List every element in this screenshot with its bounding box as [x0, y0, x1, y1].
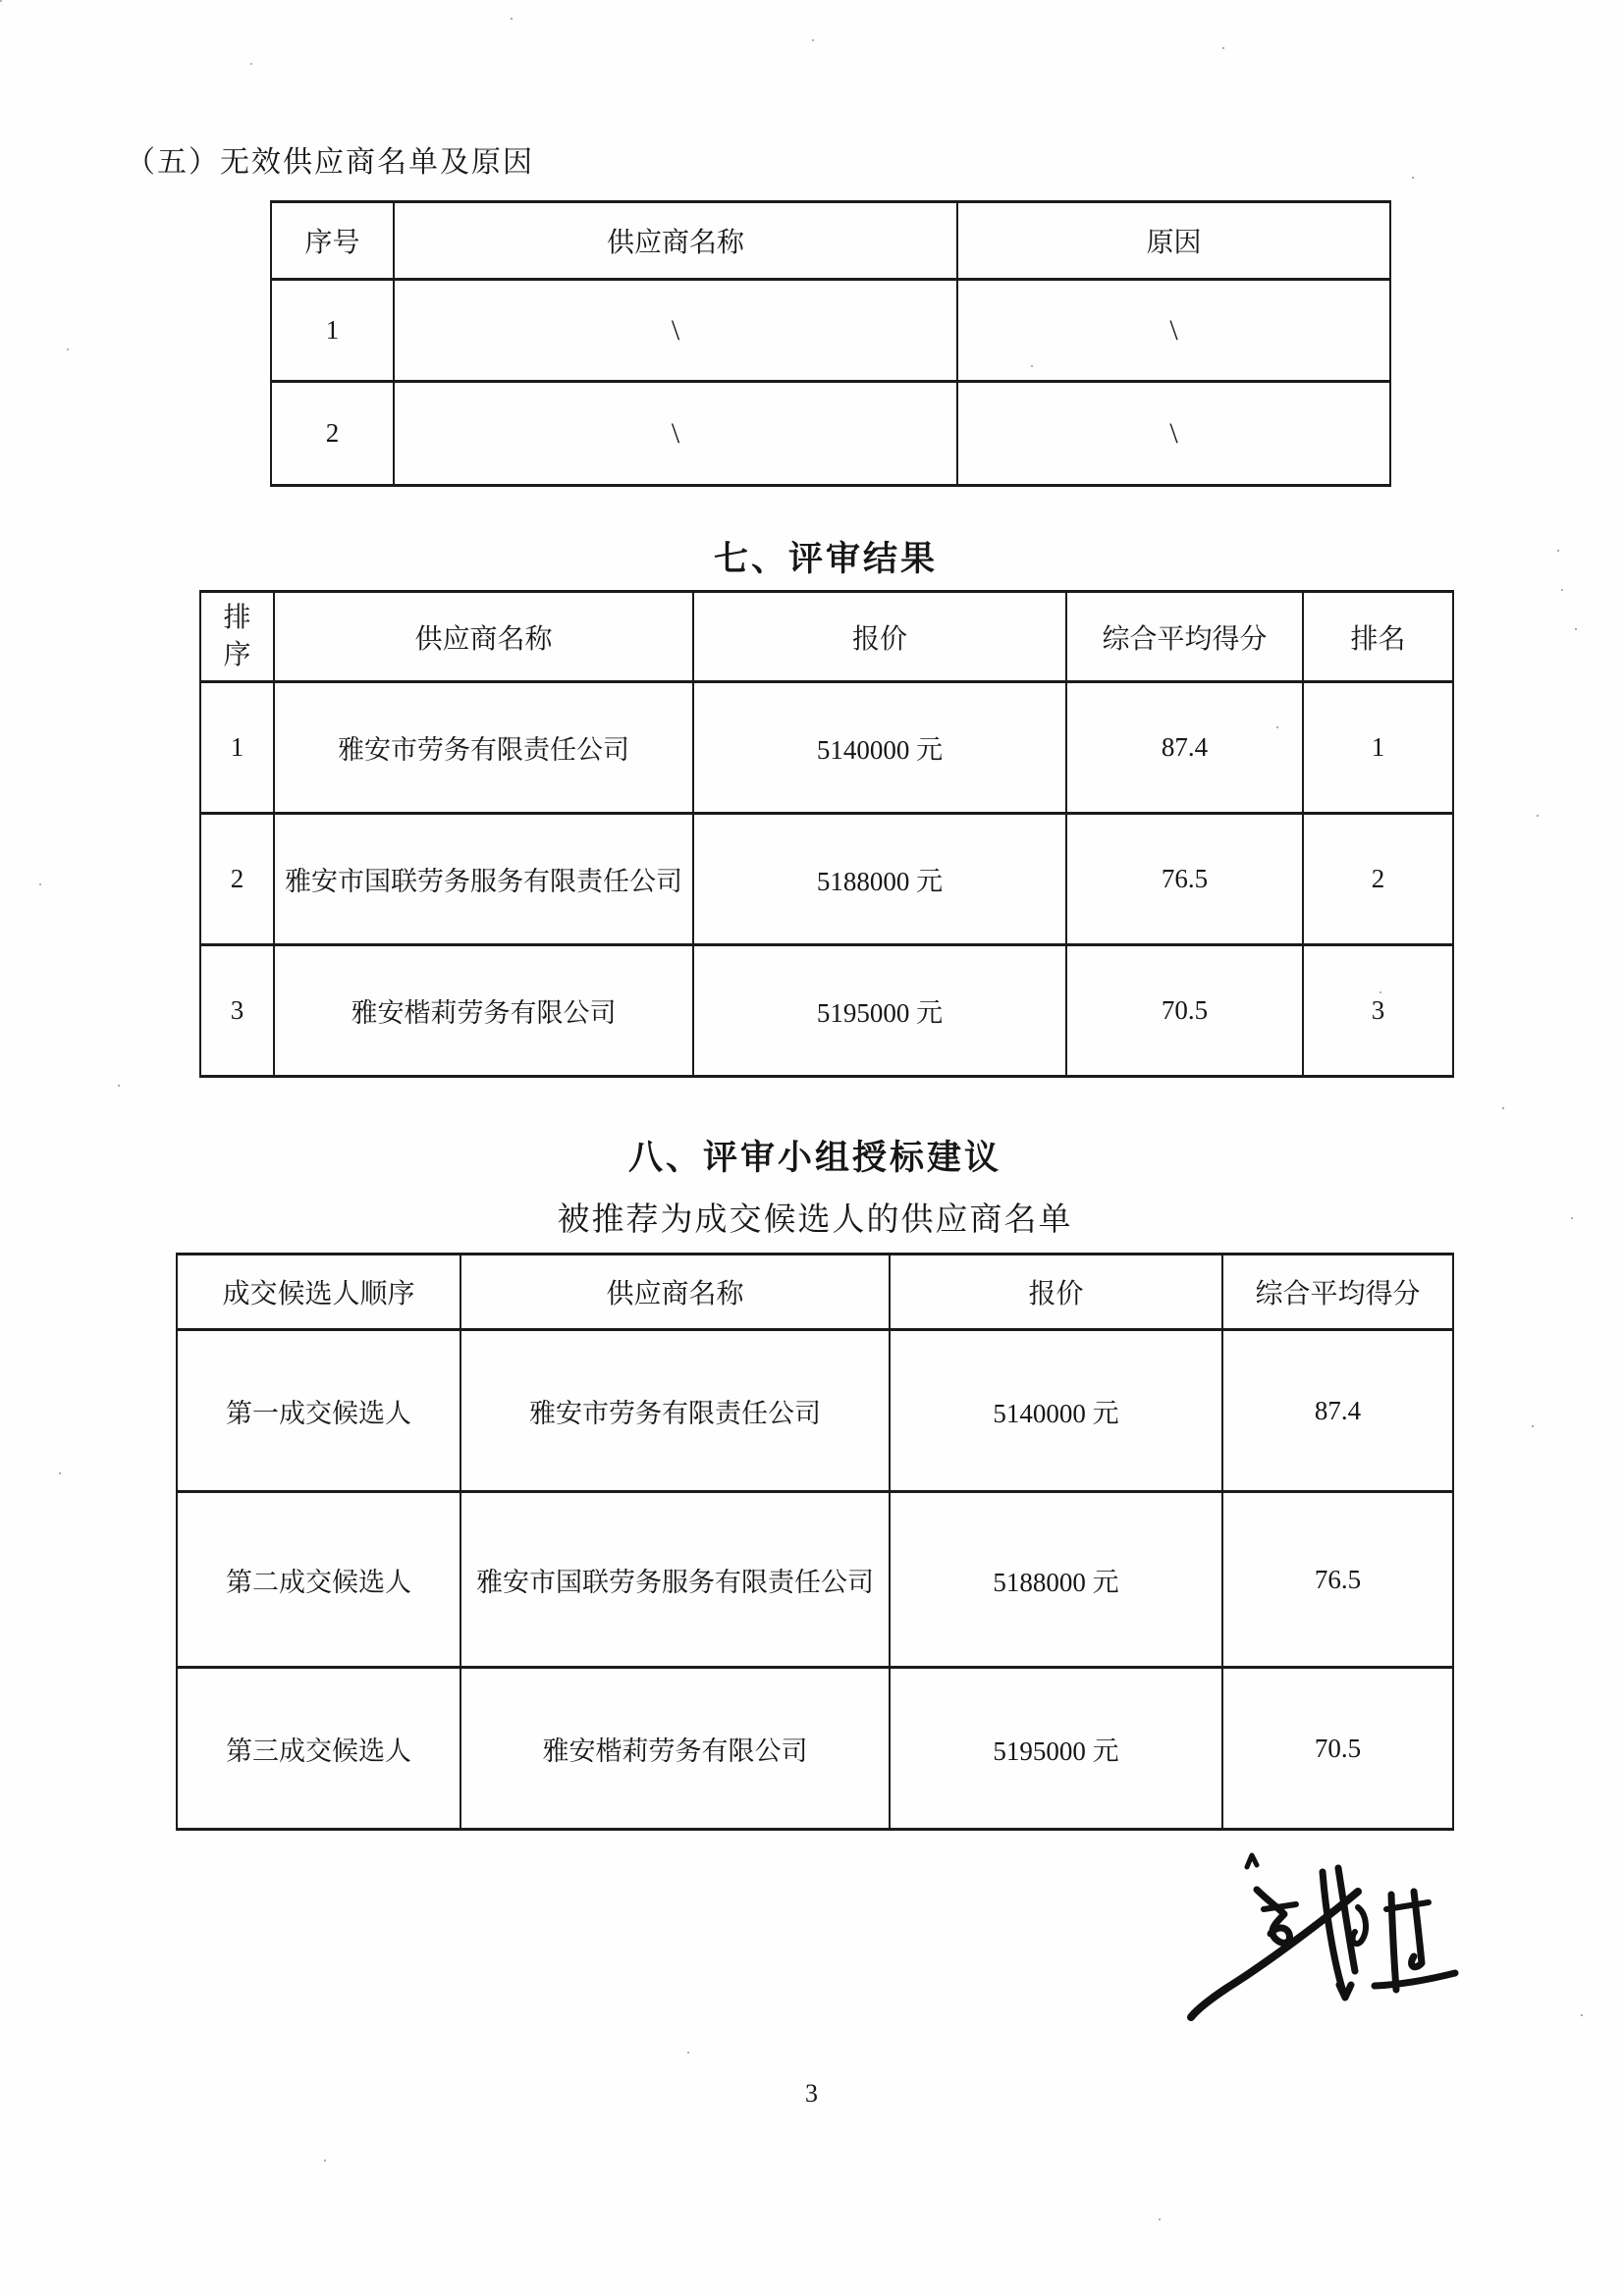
cell-supplier: 雅安楷莉劳务有限公司	[460, 1668, 890, 1830]
scan-noise-specks	[0, 0, 2, 2]
cell-score: 87.4	[1066, 682, 1303, 814]
cell-supplier: 雅安市劳务有限责任公司	[460, 1330, 890, 1492]
cell-supplier: 雅安市国联劳务服务有限责任公司	[274, 814, 693, 945]
cell-price: 5195000 元	[693, 945, 1066, 1077]
col-header-reason: 原因	[957, 202, 1390, 280]
table-row	[177, 1492, 1453, 1668]
col-header-supplier: 供应商名称	[394, 202, 957, 280]
cell-order: 2	[200, 814, 274, 945]
invalid-suppliers-table	[270, 200, 1391, 487]
cell-price: 5140000 元	[693, 682, 1066, 814]
col-header-candidate-order: 成交候选人顺序	[177, 1255, 460, 1330]
col-header-price: 报价	[890, 1255, 1222, 1330]
table-row	[177, 1668, 1453, 1830]
cell-price: 5140000 元	[890, 1330, 1222, 1492]
table-row	[177, 1330, 1453, 1492]
cell-supplier: 雅安市国联劳务服务有限责任公司	[460, 1492, 890, 1668]
cell-candidate-order: 第二成交候选人	[177, 1492, 460, 1668]
evaluation-results-table	[199, 590, 1454, 1078]
cell-supplier: 雅安楷莉劳务有限公司	[274, 945, 693, 1077]
handwritten-signature	[1129, 1816, 1620, 2061]
cell-reason: \	[957, 280, 1390, 382]
table-header-row	[200, 592, 1453, 682]
col-header-rank: 排名	[1303, 592, 1453, 682]
cell-price: 5188000 元	[890, 1492, 1222, 1668]
cell-score: 87.4	[1222, 1330, 1453, 1492]
col-header-order-label: 排序	[223, 602, 251, 670]
col-header-no: 序号	[271, 202, 394, 280]
section8-title: 八、评审小组授标建议	[627, 1139, 1001, 1177]
cell-rank: 1	[1303, 682, 1453, 814]
cell-price: 5195000 元	[890, 1668, 1222, 1830]
page-number: 3	[805, 2079, 818, 2108]
cell-supplier: 雅安市劳务有限责任公司	[274, 682, 693, 814]
table-row	[200, 814, 1453, 945]
cell-rank: 2	[1303, 814, 1453, 945]
cell-order: 3	[200, 945, 274, 1077]
cell-score: 76.5	[1066, 814, 1303, 945]
cell-score: 76.5	[1222, 1492, 1453, 1668]
cell-no: 1	[271, 280, 394, 382]
cell-supplier: \	[394, 280, 957, 382]
col-header-score: 综合平均得分	[1066, 592, 1303, 682]
section8-subtitle: 被推荐为成交候选人的供应商名单	[557, 1202, 1073, 1238]
cell-order: 1	[200, 682, 274, 814]
col-header-order	[200, 592, 274, 682]
table-row	[200, 682, 1453, 814]
col-header-supplier: 供应商名称	[274, 592, 693, 682]
table-row	[271, 280, 1390, 382]
cell-price: 5188000 元	[693, 814, 1066, 945]
cell-score: 70.5	[1222, 1668, 1453, 1830]
section5-title: （五）无效供应商名单及原因	[126, 146, 534, 179]
cell-rank: 3	[1303, 945, 1453, 1077]
cell-candidate-order: 第三成交候选人	[177, 1668, 460, 1830]
table-row	[271, 382, 1390, 486]
cell-no: 2	[271, 382, 394, 486]
cell-supplier: \	[394, 382, 957, 486]
col-header-price: 报价	[693, 592, 1066, 682]
award-candidates-table	[176, 1253, 1454, 1831]
table-row	[200, 945, 1453, 1077]
table-header-row	[271, 202, 1390, 280]
table-header-row	[177, 1255, 1453, 1330]
section7-title: 七、评审结果	[713, 540, 938, 578]
col-header-score: 综合平均得分	[1222, 1255, 1453, 1330]
cell-candidate-order: 第一成交候选人	[177, 1330, 460, 1492]
cell-score: 70.5	[1066, 945, 1303, 1077]
cell-reason: \	[957, 382, 1390, 486]
col-header-supplier: 供应商名称	[460, 1255, 890, 1330]
